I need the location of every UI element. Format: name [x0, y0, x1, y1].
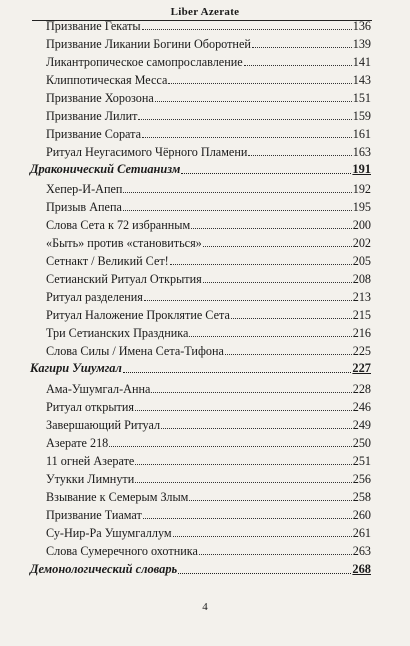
- toc-entry-page: 251: [352, 454, 371, 468]
- toc-entry-title: Призвание Лилит: [46, 109, 138, 123]
- toc-entry-page: 191: [352, 162, 371, 176]
- toc-entry: [46, 72, 371, 88]
- toc-entry-page: 250: [352, 436, 371, 450]
- toc-entry-title: Утукки Лимнути: [46, 472, 135, 486]
- toc-entry-title: Слова Сумеречного охотника: [46, 544, 198, 558]
- toc-entry: [46, 471, 371, 487]
- dot-leader: [109, 446, 351, 447]
- toc-entry-page: 225: [352, 344, 371, 358]
- toc-entry: [46, 108, 371, 124]
- toc-entry: [46, 399, 371, 415]
- toc-entry-title: Призвание Хорозона: [46, 91, 154, 105]
- toc-entry-title: Ликантропическое самопрославление: [46, 55, 243, 69]
- toc-entry-page: 202: [352, 236, 371, 250]
- toc-entry-title: Слова Сета к 72 избранным: [46, 218, 191, 232]
- toc-entry: [46, 54, 371, 70]
- toc-entry: [46, 453, 371, 469]
- toc-entry-title: Призвание Тиамат: [46, 508, 142, 522]
- toc-entry: [46, 144, 371, 160]
- toc-entry-page: 249: [352, 418, 371, 432]
- toc-entry-title: Драконический Сетианизм: [30, 162, 181, 176]
- toc-entry: [46, 343, 371, 359]
- dot-leader: [178, 573, 351, 574]
- dot-leader: [135, 482, 351, 483]
- toc-entry-page: 159: [352, 109, 371, 123]
- toc-entry-title: Су-Нир-Ра Ушумгаллум: [46, 526, 172, 540]
- toc-entry-title: Ритуал разделения: [46, 290, 143, 304]
- toc-entry: [46, 90, 371, 106]
- toc-entry-title: Ритуал открытия: [46, 400, 134, 414]
- dot-leader: [189, 336, 351, 337]
- toc-entry-page: 139: [352, 37, 371, 51]
- toc-entry-title: Азерате 218: [46, 436, 109, 450]
- dot-leader: [181, 173, 351, 174]
- toc-entry-page: 227: [352, 361, 371, 375]
- dot-leader: [161, 428, 352, 429]
- dot-leader: [142, 29, 352, 30]
- dot-leader: [123, 372, 352, 373]
- toc-entry-page: 205: [352, 254, 371, 268]
- toc-entry-page: 136: [352, 19, 371, 33]
- toc-entry-title: Клиппотическая Месса: [46, 73, 168, 87]
- dot-leader: [173, 536, 352, 537]
- toc-entry: [46, 235, 371, 251]
- toc-entry-page: 228: [352, 382, 371, 396]
- toc-entry-title: Призыв Апепа: [46, 200, 122, 214]
- toc-entry-title: Кагири Ушумгал: [30, 361, 122, 375]
- toc-entry-title: Призвание Ликании Богини Оборотней: [46, 37, 251, 51]
- toc-entry: [46, 36, 371, 52]
- dot-leader: [189, 500, 351, 501]
- toc-entry-page: 268: [352, 562, 371, 576]
- dot-leader: [135, 464, 351, 465]
- toc-entry-page: 143: [352, 73, 371, 87]
- toc-entry: [46, 543, 371, 559]
- toc-entry-title: Ритуал Неугасимого Чёрного Пламени: [46, 145, 248, 159]
- toc-entry-page: 161: [352, 127, 371, 141]
- toc-entry: [46, 525, 371, 541]
- dot-leader: [138, 119, 351, 120]
- toc-entry-page: 151: [352, 91, 371, 105]
- toc-entry: [46, 325, 371, 341]
- dot-leader: [144, 300, 352, 301]
- toc-entry: [46, 18, 371, 34]
- dot-leader: [203, 246, 352, 247]
- toc-entry: [46, 199, 371, 215]
- toc-entry-title: Демонологический словарь: [30, 562, 178, 576]
- toc-section-heading: [30, 560, 371, 578]
- page-number: 4: [202, 601, 208, 613]
- toc-entry-title: Три Сетианских Праздника: [46, 326, 189, 340]
- toc-entry: [46, 126, 371, 142]
- toc-entry: [46, 435, 371, 451]
- dot-leader: [244, 65, 352, 66]
- dot-leader: [168, 83, 351, 84]
- dot-leader: [151, 392, 351, 393]
- dot-leader: [252, 47, 352, 48]
- toc-entry-title: Призвание Гекаты: [46, 19, 141, 33]
- toc-entry-title: Хепер-И-Апеп: [46, 182, 123, 196]
- toc-entry-title: Завершающий Ритуал: [46, 418, 161, 432]
- toc-section-heading: [30, 160, 371, 178]
- toc-entry-title: Взывание к Семерым Злым: [46, 490, 189, 504]
- toc-entry-page: 208: [352, 272, 371, 286]
- dot-leader: [123, 192, 351, 193]
- toc-entry-title: Слова Силы / Имена Сета-Тифона: [46, 344, 224, 358]
- dot-leader: [142, 137, 352, 138]
- toc-section-heading: [30, 359, 371, 377]
- toc-entry-title: Ама-Ушумгал-Анна: [46, 382, 151, 396]
- toc-entry-title: Призвание Сората: [46, 127, 142, 141]
- dot-leader: [143, 518, 352, 519]
- toc-entry-title: Сетнакт / Великий Сет!: [46, 254, 169, 268]
- toc-entry-page: 216: [352, 326, 371, 340]
- toc-entry: [46, 253, 371, 269]
- toc-entry-title: «Быть» против «становиться»: [46, 236, 202, 250]
- toc-entry: [46, 507, 371, 523]
- toc-entry: [46, 489, 371, 505]
- dot-leader: [155, 101, 352, 102]
- running-header: Liber Azerate: [170, 6, 240, 18]
- toc-entry-page: 263: [352, 544, 371, 558]
- toc-entry: [46, 181, 371, 197]
- toc-entry: [46, 381, 371, 397]
- toc-entry-page: 213: [352, 290, 371, 304]
- toc-entry: [46, 289, 371, 305]
- dot-leader: [123, 210, 352, 211]
- toc-entry: [46, 417, 371, 433]
- dot-leader: [135, 410, 352, 411]
- dot-leader: [170, 264, 352, 265]
- toc-entry-page: 163: [352, 145, 371, 159]
- toc-entry-page: 256: [352, 472, 371, 486]
- toc-entry-page: 260: [352, 508, 371, 522]
- toc-entry: [46, 217, 371, 233]
- toc-entry-page: 261: [352, 526, 371, 540]
- toc-entry-title: 11 огней Азерате: [46, 454, 135, 468]
- toc-entry-page: 195: [352, 200, 371, 214]
- toc-entry-page: 246: [352, 400, 371, 414]
- toc-entry: [46, 271, 371, 287]
- toc-entry-page: 215: [352, 308, 371, 322]
- toc-entry-page: 258: [352, 490, 371, 504]
- toc-entry-page: 192: [352, 182, 371, 196]
- dot-leader: [248, 155, 351, 156]
- toc-entry-title: Ритуал Наложение Проклятие Сета: [46, 308, 230, 322]
- toc-entry-page: 141: [352, 55, 371, 69]
- toc-entry-page: 200: [352, 218, 371, 232]
- toc-entry: [46, 307, 371, 323]
- dot-leader: [203, 282, 352, 283]
- dot-leader: [225, 354, 352, 355]
- dot-leader: [199, 554, 352, 555]
- toc-entry-title: Сетианский Ритуал Открытия: [46, 272, 202, 286]
- dot-leader: [231, 318, 352, 319]
- dot-leader: [191, 228, 352, 229]
